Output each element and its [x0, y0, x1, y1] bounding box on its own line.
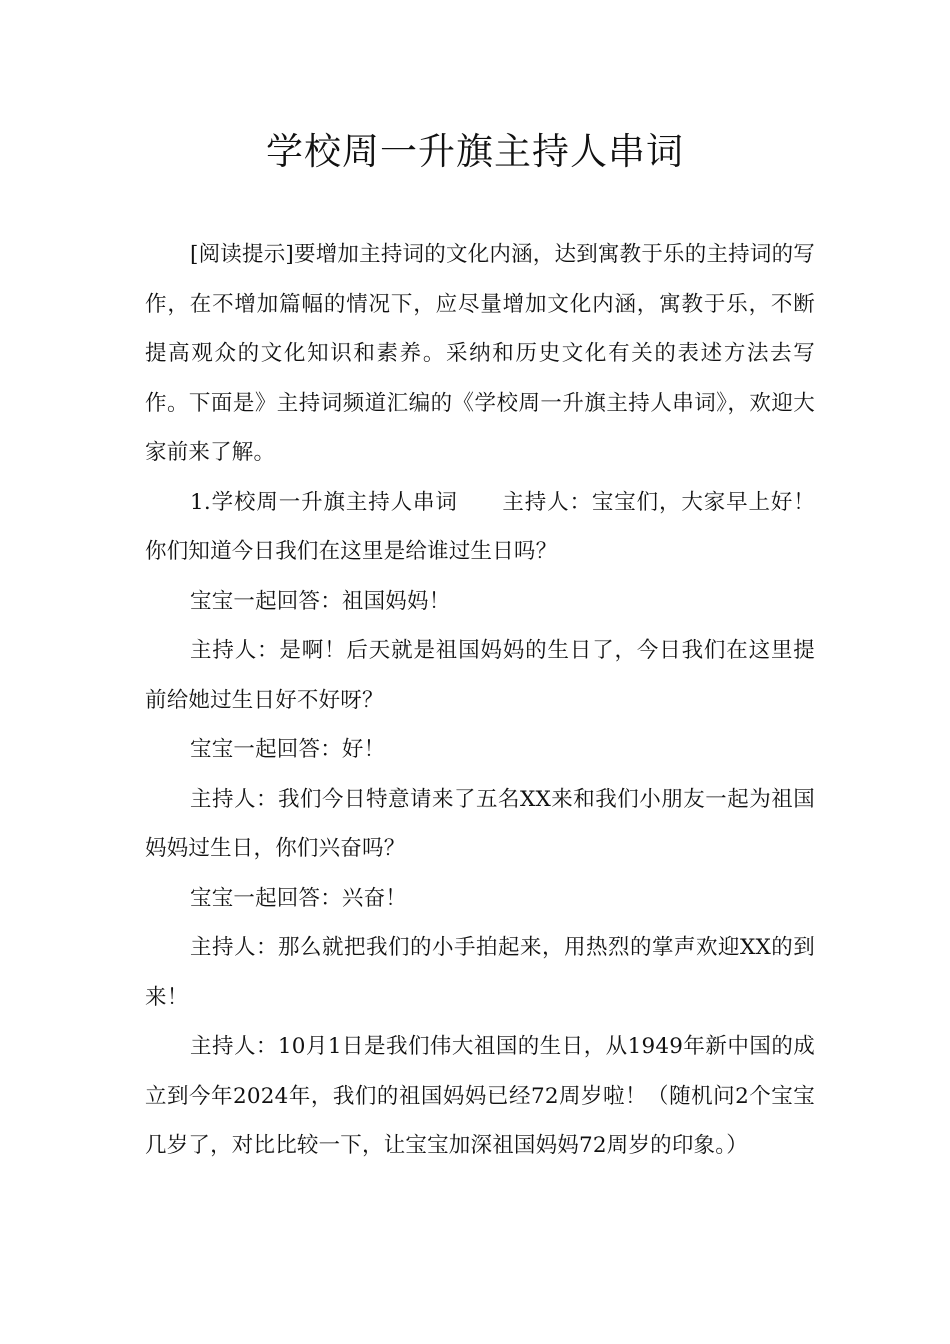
paragraph-host-2: 主持人：是啊！后天就是祖国妈妈的生日了，今日我们在这里提前给她过生日好不好呀？: [145, 638, 815, 713]
document-body: [145, 230, 815, 1171]
paragraph-host-3: 主持人：我们今日特意请来了五名XX来和我们小朋友一起为祖国妈妈过生日，你们兴奋吗？: [145, 786, 815, 861]
paragraph-answer-2: 宝宝一起回答：好！: [190, 737, 386, 762]
paragraph-host-greeting: 1.学校周一升旗主持人串词 主持人：宝宝们，大家早上好！你们知道今日我们在这里是给谁过生日吗？: [145, 489, 815, 564]
paragraph-answer-3: 宝宝一起回答：兴奋！: [190, 885, 408, 911]
paragraph-host-4: 主持人：那么就把我们的小手拍起来，用热烈的掌声欢迎XX的到来！: [145, 935, 815, 1010]
paragraph-intro: [阅读提示]要增加主持词的文化内涵，达到寓教于乐的主持词的写作，在不增加篇幅的情况下，应尽量增加文化内涵，寓教于乐，不断提高观众的文化知识和素养。采纳和历史文化有关的表述方法去写作。下面是》主持词频道汇编的《学校周一升旗主持人串词》，欢迎大家前来了解。: [145, 242, 815, 465]
document-title: 学校周一升旗主持人串词: [266, 130, 684, 173]
paragraph-host-5: 主持人：10月1日是我们伟大祖国的生日，从1949年新中国的成立到今年2024年，我们的祖国妈妈已经72周岁啦！（随机问2个宝宝几岁了，对比比较一下，让宝宝加深祖国妈妈72周岁的印象。）: [145, 1034, 815, 1158]
paragraph-answer-1: 宝宝一起回答：祖国妈妈！: [190, 588, 451, 614]
